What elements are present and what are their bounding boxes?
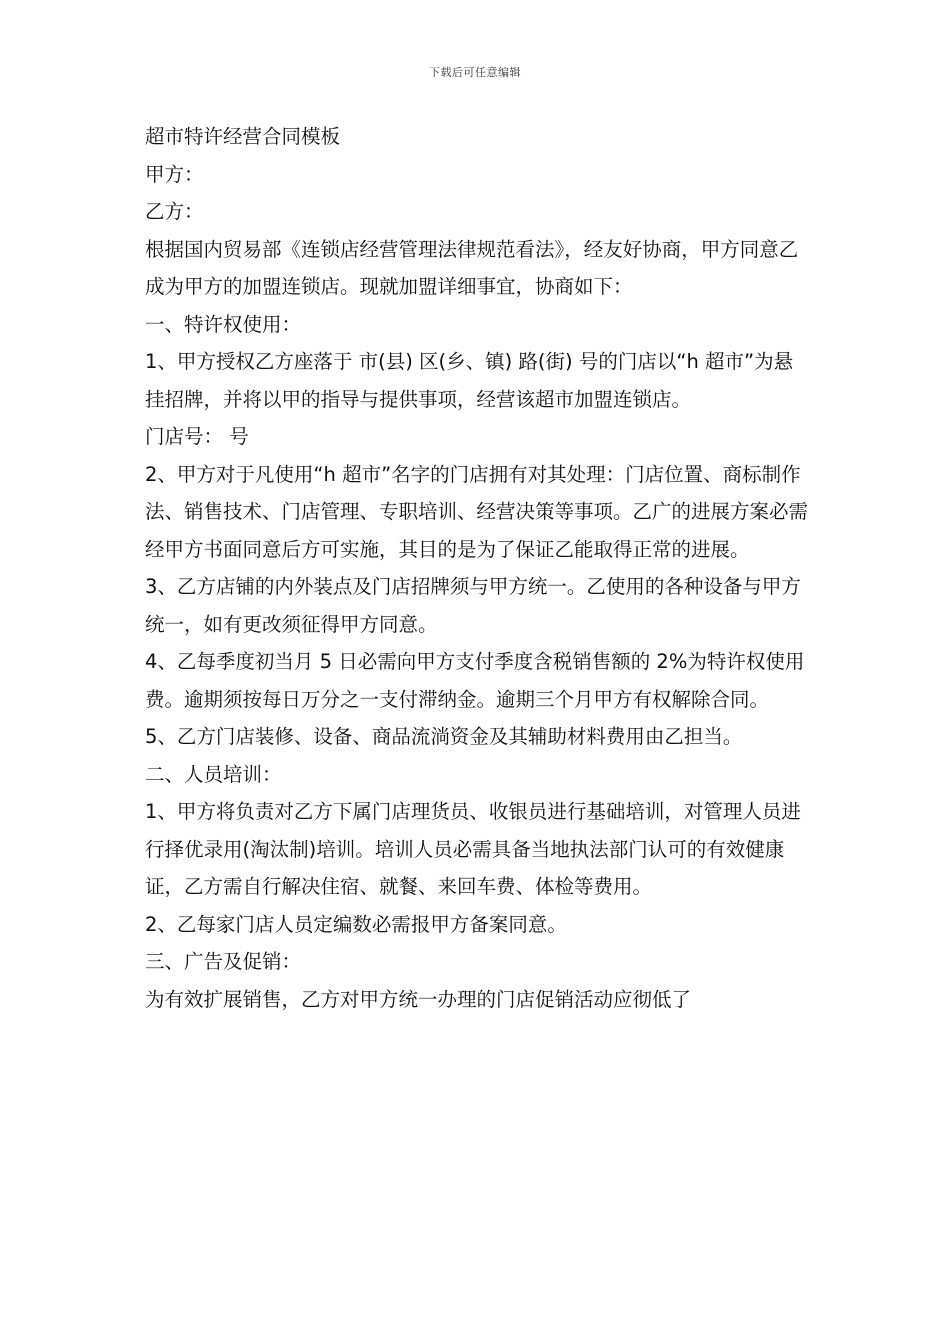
clause-1-3: 3、乙方店铺的内外装点及门店招牌须与甲方统一。乙使用的各种设备与甲方统一，如有更改须征得甲方同意。	[145, 575, 801, 636]
section-heading-staff-training: 二、人员培训：	[145, 762, 282, 786]
preamble-paragraph: 根据国内贸易部《连锁店经营管理法律规范看法》，经友好协商，甲方同意乙成为甲方的加盟连锁店。现就加盟详细事宜，协商如下：	[145, 237, 799, 298]
section-heading-advertising: 三、广告及促销：	[145, 950, 302, 973]
document-title: 超市特许经营合同模板	[145, 125, 341, 148]
section-heading-franchise-rights: 一、特许权使用：	[145, 312, 302, 336]
clause-1-5: 5、乙方门店装修、设备、商品流淌资金及其辅助材料费用由乙担当。	[145, 725, 743, 748]
clause-1-1: 1、甲方授权乙方座落于 市(县) 区(乡、镇) 路(街) 号的门店以“h 超市”为悬挂招牌，并将以甲的指导与提供事项，经营该超市加盟连锁店。	[145, 350, 794, 411]
store-number-line: 门店号： 号	[145, 425, 249, 448]
document-body	[145, 118, 810, 1018]
clause-2-1: 1、甲方将负责对乙方下属门店理货员、收银员进行基础培训，对管理人员进行择优录用(淘汰制)培训。培训人员必需具备当地执法部门认可的有效健康证，乙方需自行解决住宿、就餐、来回车费、体检等费用。	[145, 800, 801, 898]
clause-1-4: 4、乙每季度初当月 5 日必需向甲方支付季度含税销售额的 2%为特许权使用费。逾期须按每日万分之一支付滞纳金。逾期三个月甲方有权解除合同。	[145, 650, 805, 711]
header-note: 下载后可任意编辑	[429, 66, 521, 79]
clause-1-2: 2、甲方对于凡使用“h 超市”名字的门店拥有对其处理：门店位置、商标制作法、销售技术、门店管理、专职培训、经营决策等事项。乙广的进展方案必需经甲方书面同意后方可实施，其目的是为了保证乙能取得正常的进展。	[145, 462, 809, 561]
party-b-line: 乙方：	[145, 200, 204, 223]
party-a-line: 甲方：	[145, 162, 204, 186]
clause-3-1: 为有效扩展销售，乙方对甲方统一办理的门店促销活动应彻低了	[145, 987, 692, 1011]
clause-2-2: 2、乙每家门店人员定编数必需报甲方备案同意。	[145, 912, 567, 936]
